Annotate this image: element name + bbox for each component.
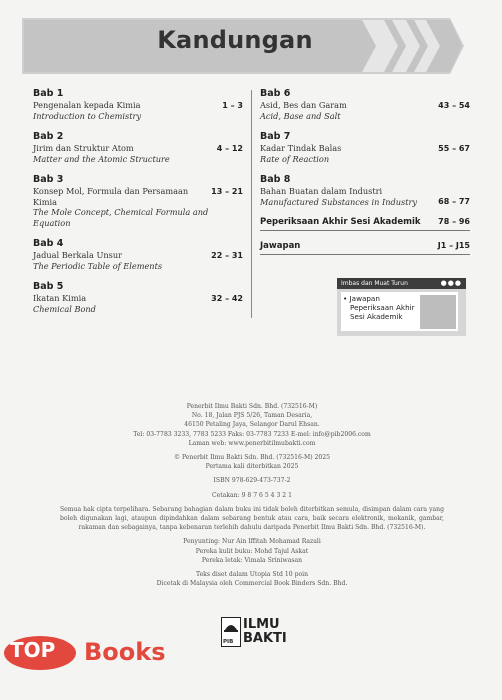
scan-download-text bbox=[343, 294, 415, 321]
chapter-title-en: Introduction to Chemistry bbox=[33, 110, 142, 121]
chapter-number: Bab 7 bbox=[260, 131, 291, 142]
credit-line: Pereka letak: Vimala Sriniwasan bbox=[201, 556, 303, 564]
chapter-number: Bab 3 bbox=[33, 174, 64, 185]
chapter-title-ms: Konsep Mol, Formula dan Persamaan Kimia bbox=[33, 186, 189, 207]
bullet-icon: • bbox=[343, 294, 348, 303]
chapter-number: Bab 4 bbox=[33, 238, 64, 249]
chapter-title-ms: Kadar Tindak Balas bbox=[260, 143, 342, 153]
page-range: 68 – 77 bbox=[438, 197, 470, 206]
chapter-title-ms: Ikatan Kimia bbox=[33, 293, 87, 303]
page-range: 22 – 31 bbox=[211, 251, 243, 260]
chapter-title-ms: Bahan Buatan dalam Industri bbox=[260, 186, 383, 196]
printer-note: Dicetak di Malaysia oleh Commercial Book Binders Sdn. Bhd. bbox=[156, 580, 348, 588]
chapter-number: Bab 1 bbox=[33, 88, 64, 99]
copyright: © Penerbit Ilmu Bakti Sdn. Bhd. (732516-M) 2025 bbox=[173, 454, 331, 462]
chapter-title-en: The Mole Concept, Chemical Formula and Equation bbox=[33, 207, 209, 228]
publisher-line: No. 18, Jalan PJS 5/26, Taman Desaria, bbox=[191, 412, 313, 420]
isbn: ISBN 978-629-473-737-2 bbox=[213, 477, 291, 485]
credit-line: Penyunting: Nur Ain Iffitah Mohamad Razali bbox=[183, 538, 321, 546]
scan-download-header bbox=[337, 278, 466, 289]
publisher-line: Penerbit Ilmu Bakti Sdn. Bhd. (732516-M) bbox=[186, 403, 318, 410]
chapter-number: Bab 8 bbox=[260, 174, 291, 185]
toc-entry[interactable] bbox=[33, 281, 243, 314]
scan-line-2: Peperiksaan Akhir bbox=[350, 303, 415, 312]
chapter-title-en: Chemical Bond bbox=[33, 303, 96, 314]
page-range: 32 – 42 bbox=[211, 294, 243, 303]
dots-icon: ●●● bbox=[440, 279, 462, 287]
chapter-number: Bab 5 bbox=[33, 281, 64, 292]
publisher-line: Laman web: www.penerbitilmubakti.com bbox=[188, 439, 316, 447]
toc-entry[interactable] bbox=[260, 88, 470, 121]
dome-icon bbox=[222, 618, 240, 636]
chapter-title-ms: Jirim dan Struktur Atom bbox=[33, 143, 134, 153]
chapter-number: Bab 2 bbox=[33, 131, 64, 142]
publisher-info bbox=[60, 402, 444, 588]
toc-entry[interactable] bbox=[260, 174, 470, 207]
watermark-top: TOP bbox=[10, 638, 56, 662]
extra-label: Peperiksaan Akhir Sesi Akademik bbox=[260, 217, 421, 227]
page-range: 13 – 21 bbox=[211, 187, 243, 196]
page-range: 1 – 3 bbox=[222, 101, 243, 110]
toc-entry[interactable] bbox=[33, 131, 243, 164]
scan-line-1: Jawapan bbox=[349, 294, 380, 303]
page-range: J1 – J15 bbox=[437, 241, 470, 250]
toc-entry[interactable] bbox=[33, 238, 243, 271]
publisher-line: Tel: 03-7783 3233, 7783 5233 Faks: 03-7783 7233 E-mel: info@pib2006.com bbox=[133, 430, 371, 438]
chapter-title-en: Acid, Base and Salt bbox=[260, 110, 341, 121]
pib-emblem bbox=[221, 617, 241, 647]
topbooks-watermark bbox=[0, 632, 190, 682]
logo-text-bakti: BAKTI bbox=[243, 631, 287, 646]
toc-extra-exam[interactable] bbox=[260, 217, 470, 231]
chapter-title-en: Rate of Reaction bbox=[260, 153, 330, 164]
toc-extra-answers[interactable] bbox=[260, 241, 470, 255]
chapter-title-ms: Asid, Bes dan Garam bbox=[260, 100, 347, 110]
ilmu-bakti-logo bbox=[221, 617, 287, 647]
chapter-title-en: The Periodic Table of Elements bbox=[33, 260, 163, 271]
chapter-title-ms: Pengenalan kepada Kimia bbox=[33, 100, 141, 110]
pib-label: PIB bbox=[223, 639, 234, 645]
credit-line: Pereka kulit buku: Mohd Tajul Askat bbox=[195, 547, 309, 555]
scan-download-card bbox=[341, 292, 458, 331]
page-range: 78 – 96 bbox=[438, 217, 470, 226]
chapter-number: Bab 6 bbox=[260, 88, 291, 99]
qr-code-image[interactable] bbox=[420, 295, 456, 329]
toc-entry[interactable] bbox=[33, 88, 243, 121]
column-divider bbox=[251, 90, 252, 318]
chapter-title-en: Manufactured Substances in Industry bbox=[260, 196, 418, 207]
page-range: 55 – 67 bbox=[438, 144, 470, 153]
chapter-title-en: Matter and the Atomic Structure bbox=[33, 153, 170, 164]
print-run: Cetakan: 9 8 7 6 5 4 3 2 1 bbox=[212, 491, 292, 499]
first-published: Pertama kali diterbitkan 2025 bbox=[205, 463, 299, 471]
chapter-title-ms: Jadual Berkala Unsur bbox=[33, 250, 123, 260]
scan-line-3: Sesi Akademik bbox=[350, 312, 403, 321]
toc-entry[interactable] bbox=[33, 174, 243, 228]
typeset-note: Teks diset dalam Utopia Std 10 poin bbox=[195, 571, 309, 579]
toc-left-column bbox=[33, 88, 243, 324]
scan-download-box[interactable] bbox=[337, 278, 466, 336]
scan-download-title: Imbas dan Muat Turun bbox=[341, 280, 408, 287]
logo-text-ilmu: ILMU bbox=[243, 617, 280, 632]
page-range: 43 – 54 bbox=[438, 101, 470, 110]
publisher-line: 46150 Petaling Jaya, Selangor Darul Ehsan. bbox=[184, 421, 320, 429]
toc-entry[interactable] bbox=[260, 131, 470, 164]
extra-label: Jawapan bbox=[260, 241, 301, 251]
page-range: 4 – 12 bbox=[216, 144, 243, 153]
rights-statement: Semua hak cipta terpelihara. Sebarang bahagian dalam buku ini tidak boleh diterbitkan semula, disimpan dalam cara yang boleh digunakan lagi, ataupun dipindahkan dalam sebarang bentuk atau cara, baik secara elektronik, mekanik, gambar, rakaman dan sebagainya, tanpa kebenaran terlebih dahulu daripada Penerbit Ilmu Bakti Sdn. Bhd. (732516-M). bbox=[60, 505, 444, 532]
page-title: Kandungan bbox=[157, 26, 313, 54]
toc-right-column bbox=[260, 88, 470, 265]
watermark-books: Books bbox=[84, 638, 166, 666]
